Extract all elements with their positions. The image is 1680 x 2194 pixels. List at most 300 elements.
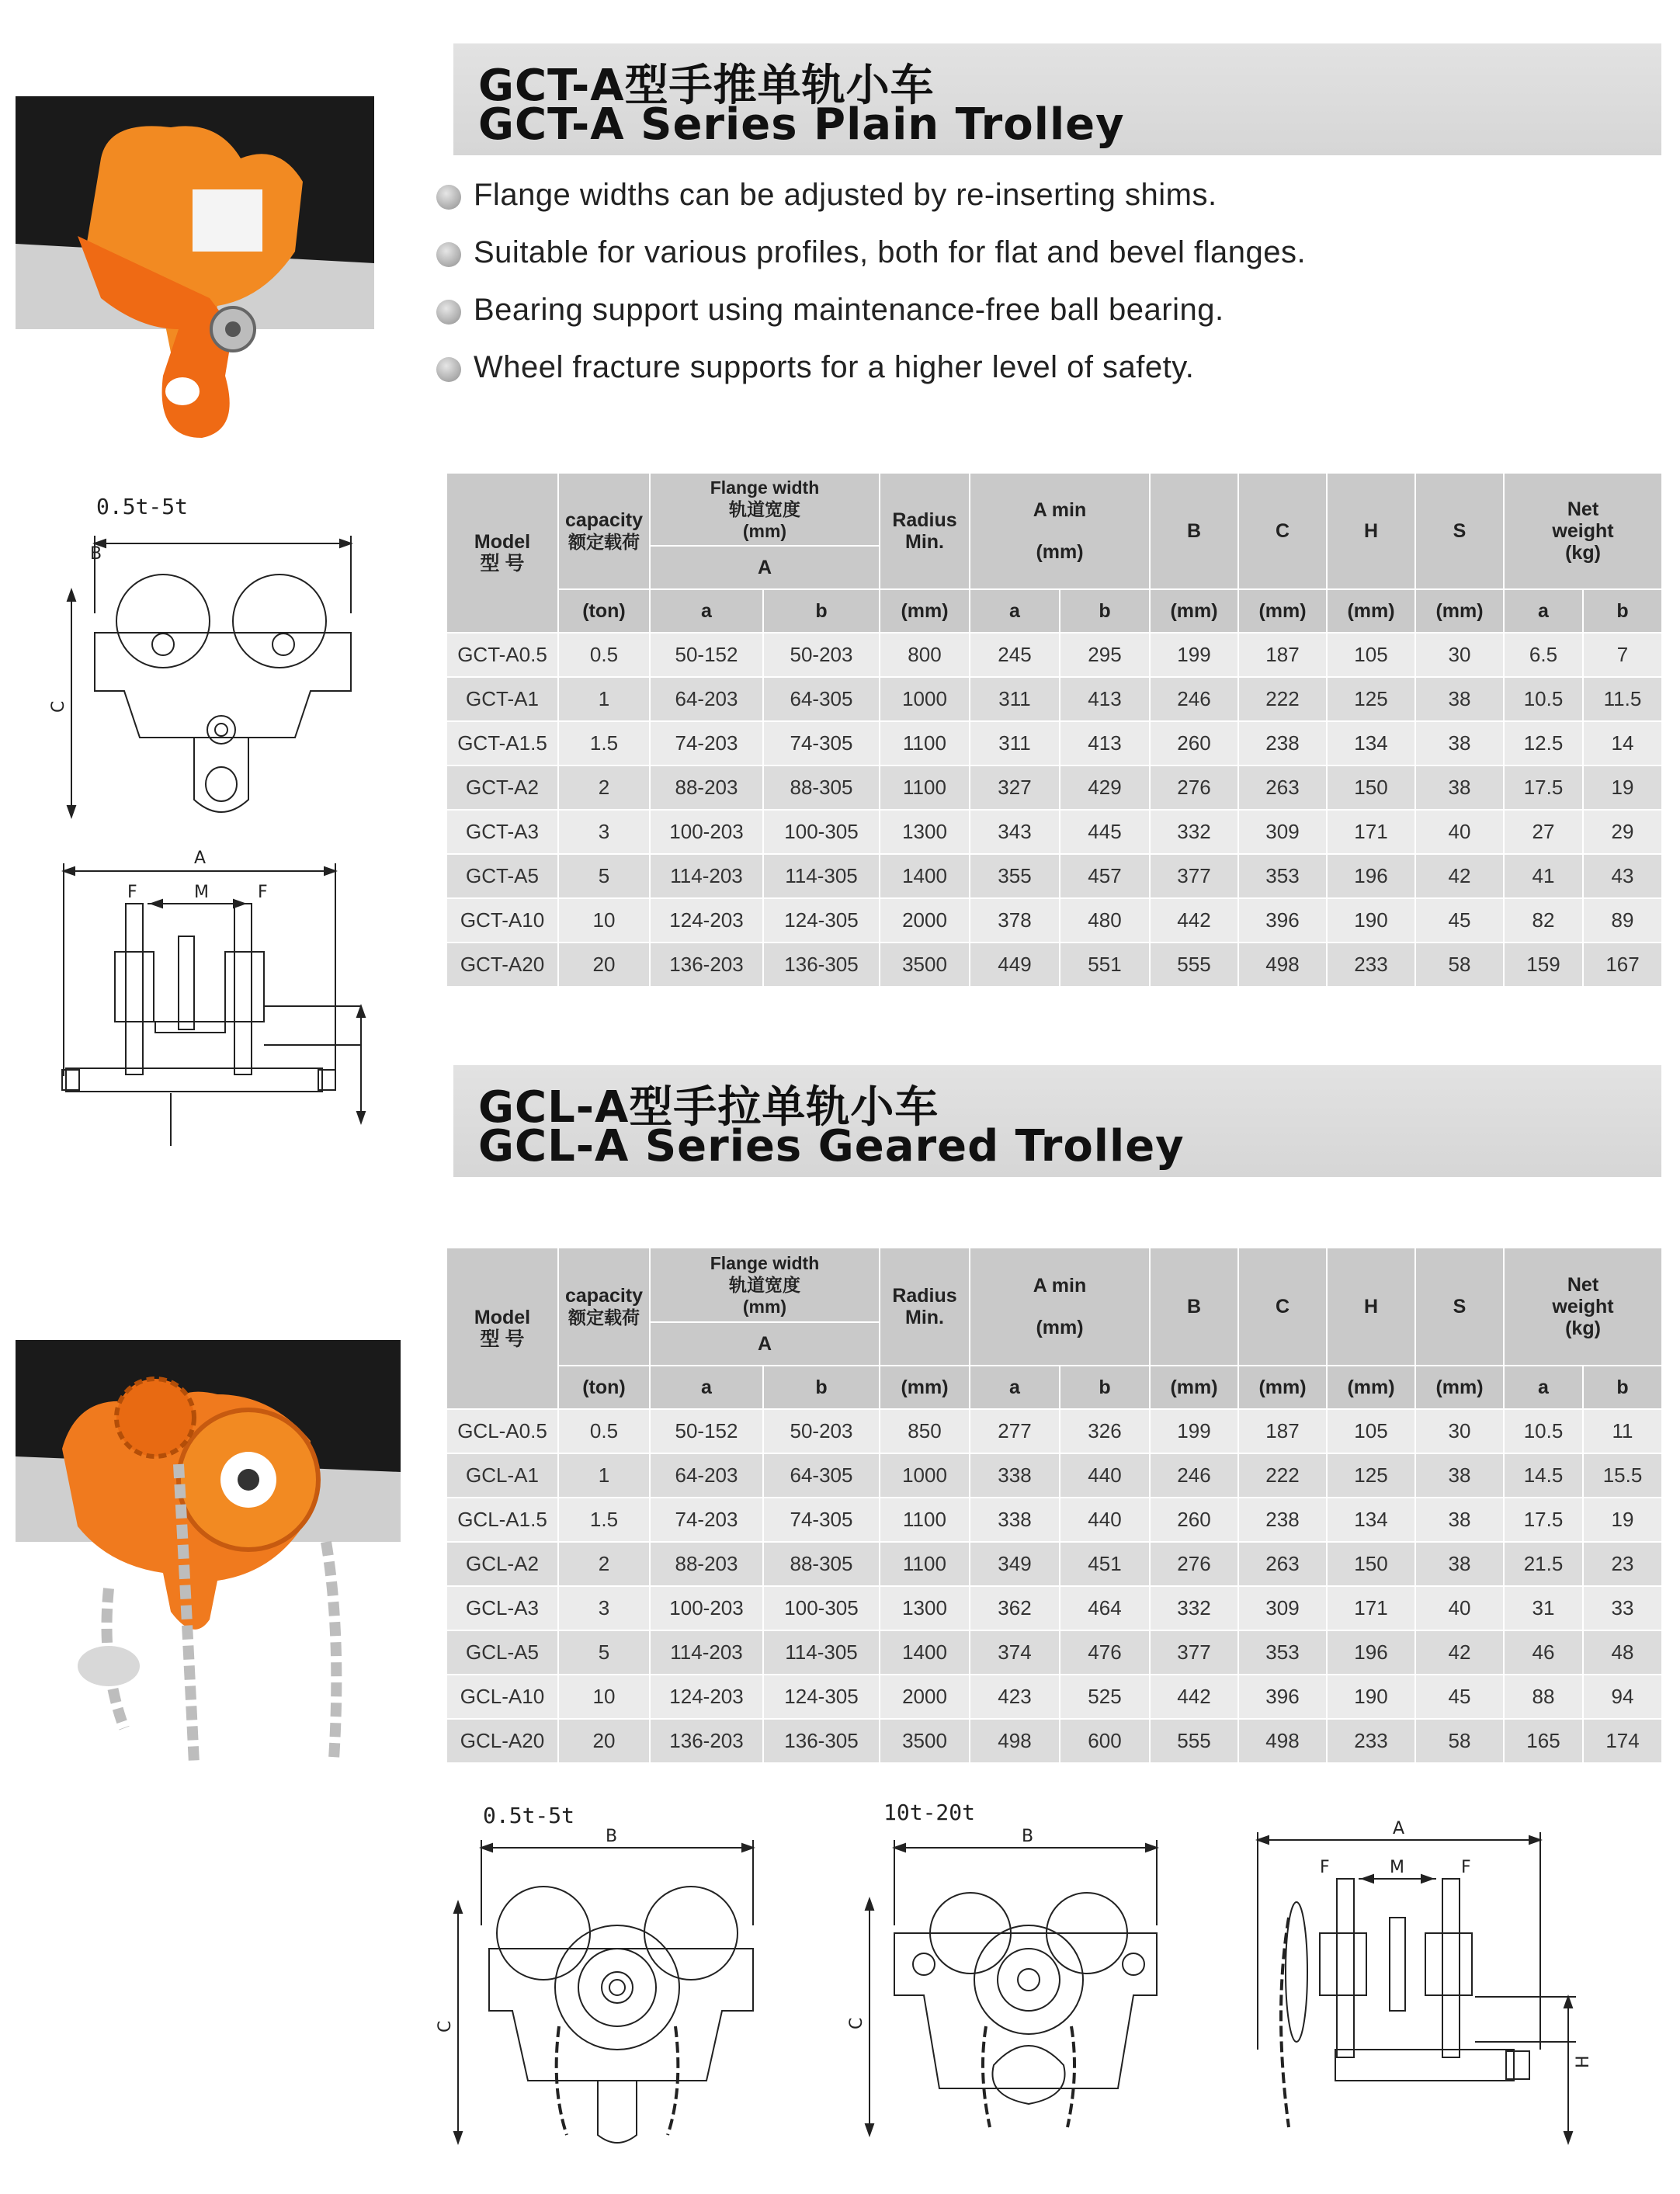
table-cell: 74-305 — [763, 1498, 880, 1542]
table-cell: 14.5 — [1504, 1453, 1583, 1498]
table-cell: 3500 — [880, 943, 970, 987]
dim-m-label: M — [1390, 1858, 1404, 1877]
header-capacity: capacity 额定载荷 — [558, 1248, 650, 1366]
table-cell: 30 — [1415, 633, 1504, 677]
table-row — [446, 1542, 1662, 1586]
table-cell: 50-152 — [650, 1409, 763, 1453]
header-flange-width: Flange width 轨道宽度 (mm) — [650, 1248, 880, 1322]
table-cell: 64-203 — [650, 677, 763, 721]
table-cell: 343 — [970, 810, 1060, 854]
table-cell: 2 — [558, 1542, 650, 1586]
table-cell: 38 — [1415, 721, 1504, 765]
table-cell: 167 — [1583, 943, 1662, 987]
table-cell: 100-203 — [650, 810, 763, 854]
table-cell: 82 — [1504, 898, 1583, 943]
table-cell: 33 — [1583, 1586, 1662, 1630]
gcl-table-body — [446, 1409, 1662, 1763]
table-cell: 43 — [1583, 854, 1662, 898]
table-cell: 309 — [1238, 810, 1327, 854]
header-flange-a: A — [650, 546, 880, 589]
header-mm: (mm) — [1150, 1366, 1238, 1409]
table-cell: 171 — [1327, 1586, 1415, 1630]
table-cell: 413 — [1060, 677, 1150, 721]
table-cell: 17.5 — [1504, 1498, 1583, 1542]
header-b: B — [1150, 1248, 1238, 1366]
table-cell: 440 — [1060, 1498, 1150, 1542]
table-cell: 42 — [1415, 854, 1504, 898]
table-cell: 555 — [1150, 943, 1238, 987]
table-cell: 1100 — [880, 765, 970, 810]
table-cell: 449 — [970, 943, 1060, 987]
table-cell: 11 — [1583, 1409, 1662, 1453]
table-cell: 476 — [1060, 1630, 1150, 1675]
header-sub-b: b — [1583, 1366, 1662, 1409]
table-cell: 451 — [1060, 1542, 1150, 1586]
table-cell: 457 — [1060, 854, 1150, 898]
table-cell: 349 — [970, 1542, 1060, 1586]
header-ton: (ton) — [558, 1366, 650, 1409]
table-cell: 276 — [1150, 1542, 1238, 1586]
table-cell: 136-305 — [763, 943, 880, 987]
header-ton: (ton) — [558, 589, 650, 633]
table-cell: 338 — [970, 1498, 1060, 1542]
table-cell: 23 — [1583, 1542, 1662, 1586]
geared-trolley-side-drawing — [1242, 1817, 1599, 2151]
header-radius: Radius Min. — [880, 1248, 970, 1366]
table-cell: 3 — [558, 1586, 650, 1630]
dim-f-label: F — [1320, 1858, 1330, 1877]
plain-trolley-front-drawing — [47, 520, 373, 831]
table-cell: 1100 — [880, 1498, 970, 1542]
model-cell: GCL-A10 — [446, 1675, 558, 1719]
table-cell: 165 — [1504, 1719, 1583, 1763]
table-cell: 190 — [1327, 1675, 1415, 1719]
header-mm: (mm) — [1327, 1366, 1415, 1409]
geared-trolley-small-drawing — [435, 1824, 776, 2151]
gcl-spec-table — [446, 1247, 1663, 1764]
table-cell: 74-305 — [763, 721, 880, 765]
table-cell: 50-203 — [763, 633, 880, 677]
table-row — [446, 1498, 1662, 1542]
table-cell: 10 — [558, 898, 650, 943]
table-cell: 374 — [970, 1630, 1060, 1675]
table-cell: 260 — [1150, 721, 1238, 765]
dim-b-label: B — [90, 544, 102, 564]
header-flange-a: A — [650, 1322, 880, 1366]
table-cell: 1300 — [880, 1586, 970, 1630]
table-cell: 64-305 — [763, 677, 880, 721]
table-cell: 353 — [1238, 1630, 1327, 1675]
table-cell: 58 — [1415, 943, 1504, 987]
table-cell: 1000 — [880, 677, 970, 721]
table-cell: 442 — [1150, 1675, 1238, 1719]
model-cell: GCL-A1.5 — [446, 1498, 558, 1542]
plain-trolley-side-drawing — [54, 843, 380, 1154]
table-cell: 74-203 — [650, 721, 763, 765]
table-cell: 396 — [1238, 898, 1327, 943]
model-cell: GCL-A5 — [446, 1630, 558, 1675]
header-radius: Radius Min. — [880, 473, 970, 589]
bullet-icon — [436, 357, 461, 382]
geared-trolley-large-drawing — [838, 1824, 1180, 2151]
table-row — [446, 1453, 1662, 1498]
header-sub-a: a — [970, 1366, 1060, 1409]
table-cell: 27 — [1504, 810, 1583, 854]
model-cell: GCT-A1.5 — [446, 721, 558, 765]
header-radius-mm: (mm) — [880, 1366, 970, 1409]
dim-f-label: F — [1461, 1858, 1471, 1877]
model-cell: GCT-A10 — [446, 898, 558, 943]
table-row — [446, 854, 1662, 898]
table-cell: 19 — [1583, 1498, 1662, 1542]
bullet-icon — [436, 185, 461, 210]
header-mm: (mm) — [1415, 1366, 1504, 1409]
header-sub-a: a — [650, 589, 763, 633]
table-cell: 309 — [1238, 1586, 1327, 1630]
table-cell: 353 — [1238, 854, 1327, 898]
table-cell: 150 — [1327, 765, 1415, 810]
table-cell: 20 — [558, 943, 650, 987]
table-cell: 89 — [1583, 898, 1662, 943]
table-cell: 396 — [1238, 1675, 1327, 1719]
table-cell: 233 — [1327, 1719, 1415, 1763]
table-cell: 498 — [1238, 1719, 1327, 1763]
geared-trolley-photo — [16, 1340, 401, 1764]
table-cell: 88-203 — [650, 1542, 763, 1586]
table-cell: 42 — [1415, 1630, 1504, 1675]
table-cell: 222 — [1238, 1453, 1327, 1498]
section1-banner — [453, 43, 1661, 155]
table-row — [446, 677, 1662, 721]
section2-title-en: GCL-A Series Geared Trolley — [478, 1121, 1185, 1172]
table-cell: 45 — [1415, 898, 1504, 943]
table-cell: 199 — [1150, 633, 1238, 677]
table-cell: 20 — [558, 1719, 650, 1763]
header-s: S — [1415, 1248, 1504, 1366]
table-cell: 3500 — [880, 1719, 970, 1763]
model-cell: GCL-A2 — [446, 1542, 558, 1586]
model-cell: GCT-A2 — [446, 765, 558, 810]
model-cell: GCT-A3 — [446, 810, 558, 854]
table-cell: 2000 — [880, 898, 970, 943]
model-cell: GCL-A1 — [446, 1453, 558, 1498]
table-cell: 10.5 — [1504, 1409, 1583, 1453]
table-cell: 355 — [970, 854, 1060, 898]
table-cell: 332 — [1150, 1586, 1238, 1630]
table-cell: 38 — [1415, 1453, 1504, 1498]
header-s: S — [1415, 473, 1504, 589]
dim-h-label: H — [1574, 2055, 1593, 2068]
table-cell: 14 — [1583, 721, 1662, 765]
table-cell: 800 — [880, 633, 970, 677]
table-cell: 136-203 — [650, 943, 763, 987]
model-cell: GCT-A20 — [446, 943, 558, 987]
table-cell: 105 — [1327, 1409, 1415, 1453]
table-cell: 246 — [1150, 677, 1238, 721]
table-row — [446, 633, 1662, 677]
table-cell: 187 — [1238, 633, 1327, 677]
table-cell: 21.5 — [1504, 1542, 1583, 1586]
table-cell: 277 — [970, 1409, 1060, 1453]
dim-c-label: C — [436, 2020, 455, 2033]
table-cell: 260 — [1150, 1498, 1238, 1542]
table-cell: 445 — [1060, 810, 1150, 854]
header-c: C — [1238, 473, 1327, 589]
table-cell: 377 — [1150, 1630, 1238, 1675]
table-row — [446, 898, 1662, 943]
header-flange-width: Flange width 轨道宽度 (mm) — [650, 473, 880, 546]
drawing1-range-label: 0.5t-5t — [96, 494, 189, 519]
table-row — [446, 1586, 1662, 1630]
header-sub-a: a — [1504, 1366, 1583, 1409]
table-cell: 246 — [1150, 1453, 1238, 1498]
table-cell: 245 — [970, 633, 1060, 677]
model-cell: GCL-A20 — [446, 1719, 558, 1763]
header-sub-b: b — [1060, 1366, 1150, 1409]
model-cell: GCT-A0.5 — [446, 633, 558, 677]
table-cell: 0.5 — [558, 1409, 650, 1453]
section1-title-cn: GCT-A型手推单轨小车 — [478, 61, 935, 111]
table-cell: 19 — [1583, 765, 1662, 810]
table-cell: 48 — [1583, 1630, 1662, 1675]
header-mm: (mm) — [1238, 589, 1327, 633]
table-cell: 362 — [970, 1586, 1060, 1630]
table-cell: 58 — [1415, 1719, 1504, 1763]
table-row — [446, 1719, 1662, 1763]
table-cell: 1000 — [880, 1453, 970, 1498]
table-cell: 15.5 — [1583, 1453, 1662, 1498]
table-cell: 3 — [558, 810, 650, 854]
table-cell: 377 — [1150, 854, 1238, 898]
header-h: H — [1327, 473, 1415, 589]
table-cell: 440 — [1060, 1453, 1150, 1498]
dim-c-label: C — [49, 700, 68, 713]
header-mm: (mm) — [1415, 589, 1504, 633]
table-cell: 41 — [1504, 854, 1583, 898]
table-cell: 332 — [1150, 810, 1238, 854]
model-cell: GCL-A0.5 — [446, 1409, 558, 1453]
table-cell: 88-305 — [763, 765, 880, 810]
table-cell: 38 — [1415, 1542, 1504, 1586]
table-cell: 159 — [1504, 943, 1583, 987]
table-cell: 94 — [1583, 1675, 1662, 1719]
table-cell: 480 — [1060, 898, 1150, 943]
table-cell: 233 — [1327, 943, 1415, 987]
dim-f-label: F — [127, 883, 137, 902]
header-model: Model 型 号 — [446, 473, 558, 633]
header-radius-mm: (mm) — [880, 589, 970, 633]
table-cell: 498 — [1238, 943, 1327, 987]
table-cell: 238 — [1238, 721, 1327, 765]
header-capacity: capacity 额定载荷 — [558, 473, 650, 589]
dim-f-label: F — [258, 883, 268, 902]
table-cell: 263 — [1238, 1542, 1327, 1586]
section2-banner — [453, 1065, 1661, 1177]
table-cell: 2 — [558, 765, 650, 810]
table-row — [446, 810, 1662, 854]
dim-a-label: A — [194, 849, 207, 868]
table-cell: 124-203 — [650, 898, 763, 943]
table-cell: 1 — [558, 1453, 650, 1498]
table-cell: 136-203 — [650, 1719, 763, 1763]
table-cell: 150 — [1327, 1542, 1415, 1586]
header-b: B — [1150, 473, 1238, 589]
table-cell: 222 — [1238, 677, 1327, 721]
table-cell: 11.5 — [1583, 677, 1662, 721]
dim-c-label: C — [847, 2017, 866, 2029]
table-cell: 100-203 — [650, 1586, 763, 1630]
table-cell: 327 — [970, 765, 1060, 810]
table-cell: 1 — [558, 677, 650, 721]
table-cell: 6.5 — [1504, 633, 1583, 677]
table-cell: 88-305 — [763, 1542, 880, 1586]
header-amin: A min (mm) — [970, 473, 1150, 589]
table-cell: 29 — [1583, 810, 1662, 854]
table-cell: 134 — [1327, 721, 1415, 765]
header-c: C — [1238, 1248, 1327, 1366]
table-cell: 311 — [970, 677, 1060, 721]
header-sub-b: b — [1583, 589, 1662, 633]
table-cell: 40 — [1415, 1586, 1504, 1630]
dim-m-label: M — [194, 883, 209, 902]
table-cell: 64-203 — [650, 1453, 763, 1498]
table-row — [446, 1409, 1662, 1453]
table-cell: 125 — [1327, 1453, 1415, 1498]
table-cell: 114-203 — [650, 854, 763, 898]
table-cell: 338 — [970, 1453, 1060, 1498]
bullet-icon — [436, 242, 461, 267]
plain-trolley-photo — [16, 96, 374, 450]
table-cell: 600 — [1060, 1719, 1150, 1763]
table-cell: 196 — [1327, 1630, 1415, 1675]
table-cell: 1100 — [880, 1542, 970, 1586]
table-cell: 5 — [558, 854, 650, 898]
table-cell: 326 — [1060, 1409, 1150, 1453]
feature-list — [436, 175, 1647, 405]
table-cell: 199 — [1150, 1409, 1238, 1453]
header-amin: A min (mm) — [970, 1248, 1150, 1366]
table-cell: 38 — [1415, 765, 1504, 810]
table-cell: 31 — [1504, 1586, 1583, 1630]
table-cell: 1.5 — [558, 721, 650, 765]
table-cell: 263 — [1238, 765, 1327, 810]
header-sub-a: a — [970, 589, 1060, 633]
table-cell: 187 — [1238, 1409, 1327, 1453]
table-cell: 423 — [970, 1675, 1060, 1719]
table-cell: 238 — [1238, 1498, 1327, 1542]
table-row — [446, 1630, 1662, 1675]
table-cell: 124-305 — [763, 898, 880, 943]
table-row — [446, 1675, 1662, 1719]
header-net-weight: Net weight (kg) — [1504, 473, 1662, 589]
header-sub-a: a — [1504, 589, 1583, 633]
table-cell: 190 — [1327, 898, 1415, 943]
table-cell: 429 — [1060, 765, 1150, 810]
table-cell: 45 — [1415, 1675, 1504, 1719]
table-cell: 0.5 — [558, 633, 650, 677]
table-cell: 850 — [880, 1409, 970, 1453]
feature-item: Suitable for various profiles, both for flat and bevel flanges. — [436, 233, 1647, 290]
header-sub-b: b — [763, 1366, 880, 1409]
table-cell: 50-203 — [763, 1409, 880, 1453]
table-cell: 196 — [1327, 854, 1415, 898]
header-model: Model 型 号 — [446, 1248, 558, 1409]
feature-item: Wheel fracture supports for a higher level of safety. — [436, 348, 1647, 405]
table-cell: 2000 — [880, 1675, 970, 1719]
table-cell: 88-203 — [650, 765, 763, 810]
table-cell: 464 — [1060, 1586, 1150, 1630]
header-h: H — [1327, 1248, 1415, 1366]
table-cell: 295 — [1060, 633, 1150, 677]
table-cell: 125 — [1327, 677, 1415, 721]
section1-title-en: GCT-A Series Plain Trolley — [478, 99, 1125, 150]
gct-table-body — [446, 633, 1662, 987]
table-cell: 38 — [1415, 677, 1504, 721]
feature-item: Bearing support using maintenance-free ball bearing. — [436, 290, 1647, 348]
table-cell: 136-305 — [763, 1719, 880, 1763]
model-cell: GCL-A3 — [446, 1586, 558, 1630]
table-cell: 5 — [558, 1630, 650, 1675]
table-cell: 88 — [1504, 1675, 1583, 1719]
table-cell: 10.5 — [1504, 677, 1583, 721]
table-cell: 38 — [1415, 1498, 1504, 1542]
table-cell: 1100 — [880, 721, 970, 765]
table-cell: 114-203 — [650, 1630, 763, 1675]
table-cell: 46 — [1504, 1630, 1583, 1675]
table-cell: 1400 — [880, 1630, 970, 1675]
table-cell: 1300 — [880, 810, 970, 854]
table-cell: 442 — [1150, 898, 1238, 943]
section2-title-cn: GCL-A型手拉单轨小车 — [478, 1082, 939, 1133]
header-sub-b: b — [1060, 589, 1150, 633]
table-cell: 74-203 — [650, 1498, 763, 1542]
table-row — [446, 765, 1662, 810]
table-cell: 114-305 — [763, 1630, 880, 1675]
table-cell: 413 — [1060, 721, 1150, 765]
table-cell: 134 — [1327, 1498, 1415, 1542]
table-cell: 30 — [1415, 1409, 1504, 1453]
table-cell: 311 — [970, 721, 1060, 765]
table-cell: 1.5 — [558, 1498, 650, 1542]
table-cell: 276 — [1150, 765, 1238, 810]
table-cell: 17.5 — [1504, 765, 1583, 810]
header-mm: (mm) — [1238, 1366, 1327, 1409]
bullet-icon — [436, 300, 461, 325]
table-cell: 378 — [970, 898, 1060, 943]
table-cell: 100-305 — [763, 810, 880, 854]
dim-b-label: B — [1022, 1827, 1034, 1846]
header-net-weight: Net weight (kg) — [1504, 1248, 1662, 1366]
table-cell: 50-152 — [650, 633, 763, 677]
table-cell: 525 — [1060, 1675, 1150, 1719]
table-cell: 124-305 — [763, 1675, 880, 1719]
model-cell: GCT-A1 — [446, 677, 558, 721]
table-cell: 7 — [1583, 633, 1662, 677]
table-cell: 498 — [970, 1719, 1060, 1763]
table-cell: 100-305 — [763, 1586, 880, 1630]
header-sub-a: a — [650, 1366, 763, 1409]
table-cell: 114-305 — [763, 854, 880, 898]
drawing3-range-label: 10t-20t — [883, 1800, 976, 1825]
table-cell: 124-203 — [650, 1675, 763, 1719]
table-cell: 1400 — [880, 854, 970, 898]
feature-item: Flange widths can be adjusted by re-inserting shims. — [436, 175, 1647, 233]
table-cell: 555 — [1150, 1719, 1238, 1763]
table-cell: 551 — [1060, 943, 1150, 987]
header-mm: (mm) — [1327, 589, 1415, 633]
table-cell: 10 — [558, 1675, 650, 1719]
table-cell: 64-305 — [763, 1453, 880, 1498]
